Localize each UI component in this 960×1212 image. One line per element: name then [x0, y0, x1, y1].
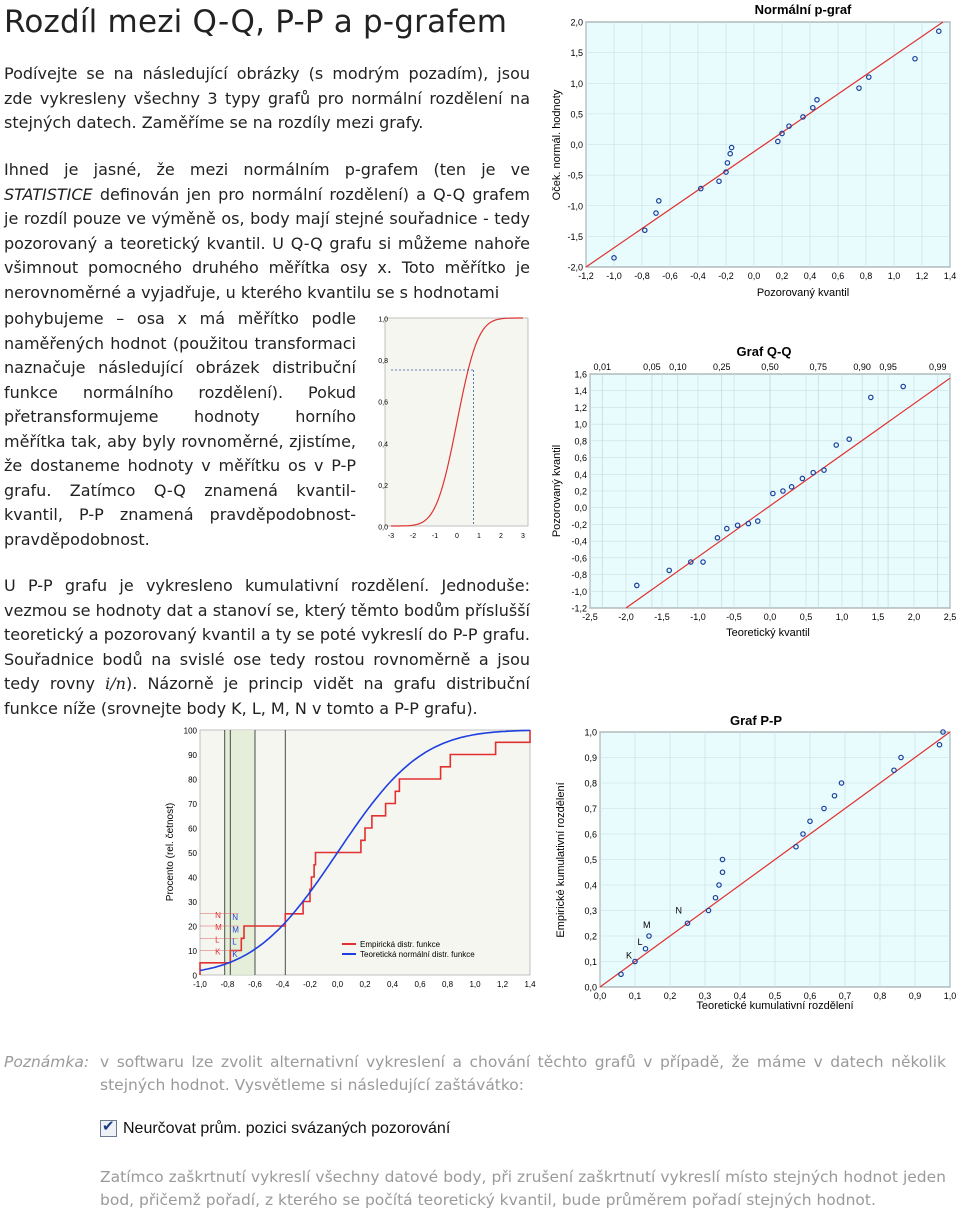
- y-tick-label: 20: [188, 922, 197, 932]
- x-tick-label: 0,0: [747, 271, 761, 281]
- y-tick-label: 1,0: [574, 419, 587, 430]
- y-tick-label: 0,2: [378, 482, 388, 490]
- qq-plot: [548, 340, 960, 640]
- y-tick-label: 0,0: [570, 140, 583, 150]
- y-tick-label: 100: [183, 726, 197, 736]
- point-label-red: M: [215, 923, 222, 932]
- y-tick-label: 0,9: [584, 753, 597, 763]
- point-label-red: L: [215, 935, 220, 945]
- y-tick-label: 1,4: [574, 386, 587, 397]
- x-tick-label: 1,2: [496, 980, 509, 989]
- x-tick-label: -0,5: [726, 612, 742, 622]
- x-tick-label: 0,5: [768, 991, 782, 1001]
- y-tick-label: 0,8: [584, 778, 597, 789]
- normal-probability-plot: [548, 0, 960, 300]
- y-tick-label: 30: [188, 898, 197, 907]
- top-quantile-label: 0,95: [879, 362, 897, 372]
- point-label-blue: M: [232, 925, 239, 935]
- y-tick-label: 50: [188, 849, 197, 858]
- x-tick-label: 0,6: [831, 271, 845, 281]
- x-tick-label: -2: [409, 533, 417, 540]
- x-tick-label: 0,0: [593, 991, 607, 1001]
- note-label: Poznámka:: [4, 1053, 90, 1071]
- x-tick-label: 0,8: [859, 271, 873, 281]
- y-tick-label: 1,0: [584, 727, 597, 738]
- distribution-function-chart: [160, 724, 545, 994]
- chart-title: Graf P-P: [729, 713, 783, 728]
- point-label-blue: L: [232, 937, 237, 947]
- x-axis-label: Teoretické kumulativní rozdělení: [696, 1000, 854, 1010]
- x-tick-label: -0,6: [662, 271, 678, 281]
- y-tick-label: 70: [188, 800, 197, 809]
- x-tick-label: 2,5: [943, 612, 957, 622]
- y-tick-label: 0,6: [584, 829, 597, 840]
- x-tick-label: 0,7: [838, 991, 852, 1001]
- x-tick-label: 0,0: [763, 612, 777, 622]
- y-tick-label: 0,3: [584, 906, 597, 916]
- x-tick-label: -0,2: [718, 271, 734, 281]
- x-tick-label: -1,0: [606, 271, 622, 281]
- x-axis-label: Teoretický kvantil: [726, 627, 810, 639]
- y-tick-label: 0: [192, 971, 197, 981]
- formula-i-over-n: i/n: [105, 674, 126, 693]
- paragraph-pp: [4, 574, 530, 721]
- x-tick-label: -1,5: [654, 612, 670, 622]
- point-label: N: [675, 905, 682, 916]
- x-tick-label: 0,2: [663, 991, 677, 1001]
- tied-observations-option[interactable]: [100, 1120, 450, 1138]
- x-tick-label: 2,0: [907, 612, 921, 622]
- y-tick-label: 0,7: [584, 804, 597, 814]
- paragraph-comparison-start: Ihned je jasné, že mezi normálním p-grafem (ten je ve: [4, 160, 530, 179]
- point-label: M: [643, 920, 651, 930]
- x-tick-label: 3: [521, 533, 525, 540]
- y-tick-label: 90: [188, 751, 197, 760]
- y-tick-label: 0,2: [584, 931, 597, 942]
- y-tick-label: 1,6: [574, 369, 587, 380]
- paragraph-intro: Podívejte se na následující obrázky (s modrým pozadím), jsou zde vykresleny všechny 3 typy grafů pro normální rozdělení na stejných datech. Zaměříme se na rozdíly mezi grafy.: [4, 64, 530, 132]
- top-quantile-label: 0,90: [853, 362, 871, 372]
- legend-entry: Teoretická normální distr. funkce: [360, 950, 475, 959]
- x-tick-label: -0,8: [634, 271, 650, 281]
- y-tick-label: 0,8: [574, 436, 587, 447]
- top-quantile-label: 0,25: [712, 362, 731, 372]
- chart-title: Normální p-graf: [754, 2, 852, 17]
- y-tick-label: 0,6: [378, 399, 388, 407]
- y-tick-label: 1,0: [378, 316, 388, 324]
- point-label-red: K: [215, 947, 221, 957]
- top-quantile-label: 0,75: [809, 362, 828, 372]
- paragraph-pp-end: ). Názorně je princip vidět na grafu distribuční funkce níže (srovnejte body K, L, M, N v tomto a P-P grafu).: [4, 674, 530, 718]
- y-tick-label: 2,0: [570, 17, 583, 28]
- x-tick-label: 0,2: [359, 980, 371, 989]
- checkmark-icon: ✔: [102, 1118, 115, 1136]
- paragraph-pp-start: U P-P grafu je vykresleno kumulativní rozdělení. Jednoduše: vezmou se hodnoty dat a stanoví se, který těmto bodům příslušší teoretický a pozorovaný kvantil a ty se poté vykreslí do P-P grafu. Souřadnice bodů na svislé ose tedy rostou rovnoměrně a jsou tedy rovny: [4, 576, 530, 693]
- x-tick-label: 1,5: [871, 612, 885, 622]
- x-tick-label: 1,4: [943, 271, 957, 281]
- x-tick-label: 2: [499, 533, 503, 540]
- tied-observations-label: Neurčovat prům. pozici svázaných pozorování: [123, 1120, 451, 1137]
- point-label: L: [637, 936, 643, 947]
- y-tick-label: 0,4: [378, 441, 388, 449]
- x-tick-label: 1,0: [469, 980, 481, 989]
- x-tick-label: 0,2: [775, 271, 789, 281]
- y-tick-label: 0,0: [574, 503, 587, 514]
- x-tick-label: 0,6: [414, 980, 426, 989]
- y-tick-label: 1,0: [570, 78, 583, 89]
- x-tick-label: 1,4: [524, 980, 536, 989]
- y-tick-label: 0,5: [570, 109, 583, 120]
- x-tick-label: 0,1: [628, 991, 642, 1001]
- x-tick-label: -0,6: [248, 980, 262, 989]
- top-quantile-label: 0,01: [593, 362, 612, 372]
- y-tick-label: 0,0: [378, 524, 388, 532]
- y-tick-label: 0,1: [584, 957, 597, 967]
- paragraph-transformation: pohybujeme – osa x má měřítko podle naměřených hodnot (použitou transformaci naznačuje následující obrázek distribuční funkce normálního rozdělení). Pokud přetransformujeme hodnoty horního měřítka tak, aby byly rovnoměrné, zjistíme, že dostaneme hodnoty v měřítku os v P-P grafu. Zatímco Q-Q znamená kvantil-kvantil, P-P znamená pravděpodobnost-pravděpodobnost.: [4, 309, 356, 549]
- x-tick-label: -3: [387, 533, 395, 540]
- point-label-blue: K: [232, 949, 238, 959]
- y-tick-label: -0,8: [571, 570, 587, 581]
- x-tick-label: 0,4: [803, 271, 817, 281]
- top-quantile-label: 0,05: [643, 362, 661, 372]
- y-tick-label: -2,0: [567, 262, 583, 273]
- y-axis-label: Oček. normál. hodnoty: [551, 89, 563, 201]
- x-tick-label: 0,6: [803, 991, 817, 1001]
- page-title: Rozdíl mezi Q-Q, P-P a p-grafem: [4, 4, 508, 40]
- y-tick-label: -0,6: [571, 553, 587, 564]
- pp-plot: [548, 710, 960, 1010]
- y-tick-label: -0,5: [567, 170, 583, 181]
- y-tick-label: 0,6: [574, 453, 587, 464]
- y-tick-label: -0,4: [571, 536, 587, 547]
- y-axis-label: Empirické kumulativní rozdělení: [555, 782, 567, 938]
- x-tick-label: -0,4: [275, 980, 290, 989]
- x-tick-label: -2,0: [618, 612, 634, 622]
- x-tick-label: 0,3: [698, 991, 712, 1001]
- x-tick-label: -1,0: [690, 612, 706, 622]
- y-tick-label: 80: [188, 775, 197, 785]
- y-tick-label: 40: [188, 873, 197, 883]
- x-tick-label: -2,5: [582, 612, 598, 622]
- y-tick-label: -1,0: [571, 586, 587, 597]
- x-tick-label: 1,0: [835, 612, 849, 622]
- tied-observations-checkbox[interactable]: [100, 1120, 117, 1137]
- normal-cdf-inset: [365, 310, 533, 542]
- paragraph-comparison-rest: definován jen pro normální rozdělení) a Q-Q grafem je rozdíl pouze ve výměně os, body mají stejné souřadnice - tedy pozorovaný a teoretický kvantil. U Q-Q grafu si můžeme nahoře všimnout pomocného druhého měřítka osy x. Toto měřítko je nerovnoměrné a vyjadřuje, u kterého kvantilu se s hodnotami: [4, 184, 530, 302]
- x-tick-label: 1,0: [887, 271, 901, 281]
- point-label: K: [626, 950, 633, 961]
- x-tick-label: 0,9: [908, 991, 922, 1001]
- y-tick-label: 0,5: [584, 855, 597, 865]
- y-tick-label: 0,8: [378, 358, 388, 366]
- x-tick-label: 1: [477, 533, 481, 540]
- y-tick-label: 60: [188, 824, 197, 834]
- y-tick-label: -1,5: [567, 231, 583, 242]
- y-tick-label: 0,4: [584, 880, 597, 891]
- x-tick-label: -1,0: [193, 980, 207, 989]
- point-label-red: N: [215, 910, 221, 920]
- x-tick-label: 0,5: [799, 612, 813, 622]
- top-quantile-label: 0,99: [928, 362, 947, 372]
- x-tick-label: 1,2: [915, 271, 929, 281]
- y-tick-label: 1,2: [574, 402, 587, 413]
- x-tick-label: -1,2: [578, 271, 594, 281]
- x-tick-label: 0,4: [733, 991, 747, 1001]
- x-tick-label: 0,8: [873, 991, 887, 1001]
- y-axis-label: Procento (rel. četnost): [165, 802, 176, 902]
- x-tick-label: 1,0: [943, 991, 957, 1001]
- point-label-blue: N: [232, 913, 239, 923]
- x-tick-label: -1: [431, 533, 439, 540]
- paragraph-comparison: [4, 158, 530, 305]
- y-tick-label: -0,2: [571, 519, 587, 530]
- note-text: v softwaru lze zvolit alternativní vykreslení a chování těchto grafů v případě, že máme v datech několik stejných hodnot. Vysvětleme si následující zaštávátko:: [100, 1053, 946, 1094]
- x-axis-label: Pozorovaný kvantil: [756, 287, 850, 299]
- x-tick-label: -0,4: [690, 271, 706, 281]
- chart-title: Graf Q-Q: [736, 344, 792, 359]
- legend-entry: Empirická distr. funkce: [360, 940, 441, 949]
- y-tick-label: 0,0: [584, 982, 597, 993]
- x-tick-label: -0,8: [220, 980, 235, 989]
- y-axis-label: Pozorovaný kvantil: [551, 444, 563, 538]
- statistica-name: STATISTICE: [4, 184, 93, 204]
- x-tick-label: 0,4: [386, 980, 399, 989]
- final-explanation: Zatímco zaškrtnutí vykreslí všechny datové body, při zrušení zaškrtnutí vykreslí místo stejných hodnot jeden bod, přičemž pořadí, z kterého se počítá teoretický kvantil, bude průměrem pořadí stejných hodnot.: [100, 1168, 946, 1209]
- x-tick-label: 0: [455, 533, 459, 540]
- top-quantile-label: 0,50: [761, 362, 779, 372]
- y-tick-label: -1,2: [571, 603, 587, 614]
- top-quantile-label: 0,10: [669, 362, 687, 372]
- y-tick-label: 1,5: [570, 48, 583, 59]
- x-tick-label: -0,2: [303, 980, 317, 989]
- x-tick-label: 0,8: [441, 980, 454, 989]
- y-tick-label: 0,4: [574, 469, 587, 480]
- y-tick-label: 0,2: [574, 486, 587, 497]
- y-tick-label: 10: [188, 947, 197, 956]
- y-tick-label: -1,0: [567, 201, 583, 212]
- x-tick-label: 0,0: [331, 980, 344, 989]
